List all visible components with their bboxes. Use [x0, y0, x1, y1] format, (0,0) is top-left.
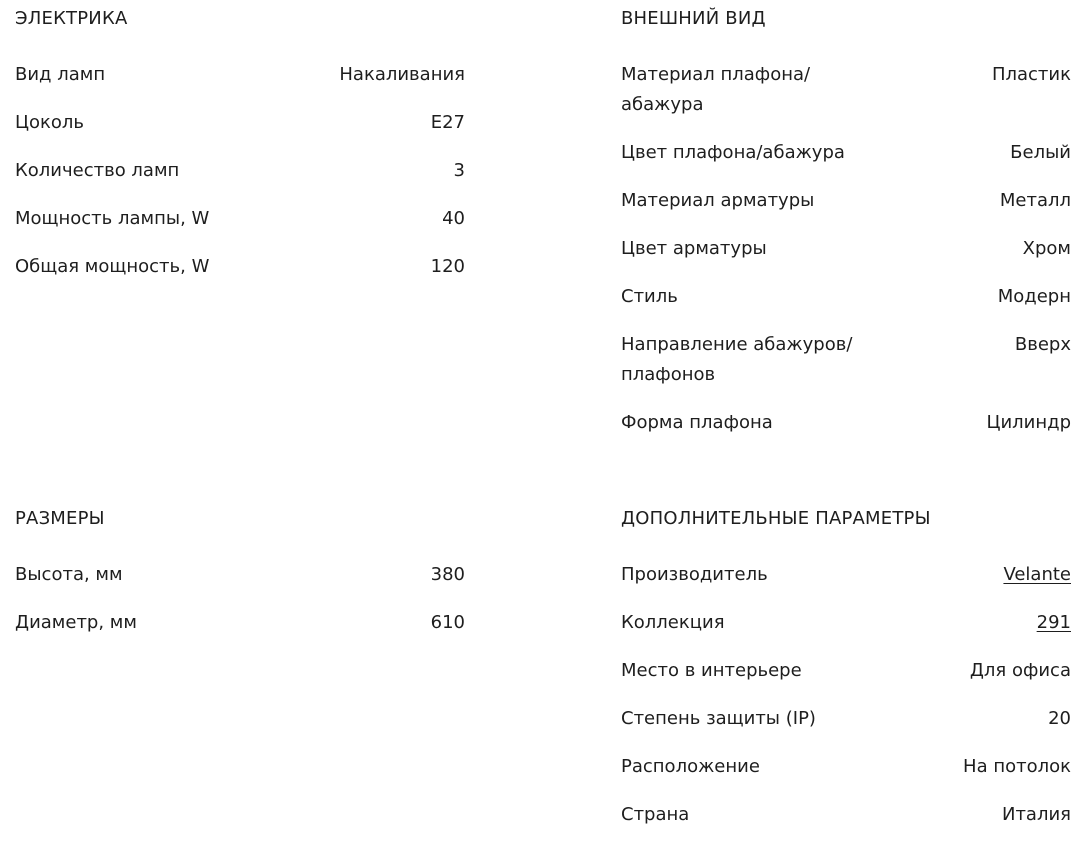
spec-label: Мощность лампы, W [15, 208, 210, 229]
collection-link[interactable]: 291 [1036, 612, 1071, 633]
spec-value: Металл [999, 190, 1071, 211]
spec-value: Накаливания [339, 64, 465, 85]
spec-label: Цоколь [15, 112, 84, 133]
spec-row-lamp-count [15, 153, 465, 201]
spec-row-diameter [15, 605, 465, 653]
spec-label: Место в интерьере [621, 660, 802, 681]
spec-label: Коллекция [621, 612, 725, 633]
electrics-section [15, 0, 465, 297]
spec-row-ip-rating [621, 701, 1071, 749]
spec-row-style [621, 279, 1071, 327]
spec-label: Степень защиты (IP) [621, 708, 816, 729]
spec-label: Форма плафона [621, 412, 773, 433]
spec-label: Количество ламп [15, 160, 180, 181]
spec-label: Общая мощность, W [15, 256, 210, 277]
spec-row-socket [15, 105, 465, 153]
spec-label: Высота, мм [15, 564, 123, 585]
spec-value: Италия [1001, 804, 1071, 825]
extra-params-section [621, 500, 1071, 845]
spec-value: 380 [430, 564, 465, 585]
spec-value: Пластик [991, 64, 1071, 85]
spec-value: 20 [1048, 708, 1071, 729]
spec-row-height [15, 557, 465, 605]
spec-value: 3 [453, 160, 465, 181]
spec-label: Материал плафона/абажура [621, 64, 811, 115]
spec-value: На потолок [963, 756, 1071, 777]
spec-value: 610 [430, 612, 465, 633]
spec-value: Вверх [1014, 334, 1071, 355]
spec-row-manufacturer [621, 557, 1071, 605]
spec-row-lamp-type [15, 57, 465, 105]
spec-label: Расположение [621, 756, 760, 777]
spec-value: Хром [1022, 238, 1071, 259]
spec-row-collection [621, 605, 1071, 653]
spec-label: Вид ламп [15, 64, 106, 85]
spec-row-frame-color [621, 231, 1071, 279]
spec-row-frame-material [621, 183, 1071, 231]
dimensions-title: РАЗМЕРЫ [15, 508, 105, 529]
spec-value: Для офиса [969, 660, 1071, 681]
spec-label: Цвет плафона/абажура [621, 142, 845, 163]
spec-label: Стиль [621, 286, 678, 307]
spec-value: Модерн [997, 286, 1071, 307]
spec-row-placement [621, 749, 1071, 797]
appearance-section [621, 0, 1071, 453]
spec-label: Направление абажуров/ плафонов [621, 334, 853, 385]
spec-value: 40 [442, 208, 465, 229]
spec-row-interior-place [621, 653, 1071, 701]
dimensions-section [15, 500, 465, 653]
spec-label: Цвет арматуры [621, 238, 767, 259]
appearance-title: ВНЕШНИЙ ВИД [621, 8, 766, 29]
spec-row-total-power [15, 249, 465, 297]
spec-value: Белый [1010, 142, 1071, 163]
spec-row-shade-material [621, 57, 1071, 135]
electrics-title: ЭЛЕКТРИКА [15, 8, 128, 29]
spec-value: E27 [430, 112, 465, 133]
spec-row-lamp-power [15, 201, 465, 249]
spec-label: Диаметр, мм [15, 612, 137, 633]
spec-row-shade-direction [621, 327, 1071, 405]
spec-value: Цилиндр [986, 412, 1071, 433]
spec-row-country [621, 797, 1071, 845]
spec-label: Производитель [621, 564, 768, 585]
spec-value: 120 [430, 256, 465, 277]
manufacturer-link[interactable]: Velante [1003, 564, 1071, 585]
spec-label: Материал арматуры [621, 190, 815, 211]
extra-params-title: ДОПОЛНИТЕЛЬНЫЕ ПАРАМЕТРЫ [621, 508, 931, 529]
spec-label: Страна [621, 804, 690, 825]
spec-row-shade-shape [621, 405, 1071, 453]
spec-row-shade-color [621, 135, 1071, 183]
